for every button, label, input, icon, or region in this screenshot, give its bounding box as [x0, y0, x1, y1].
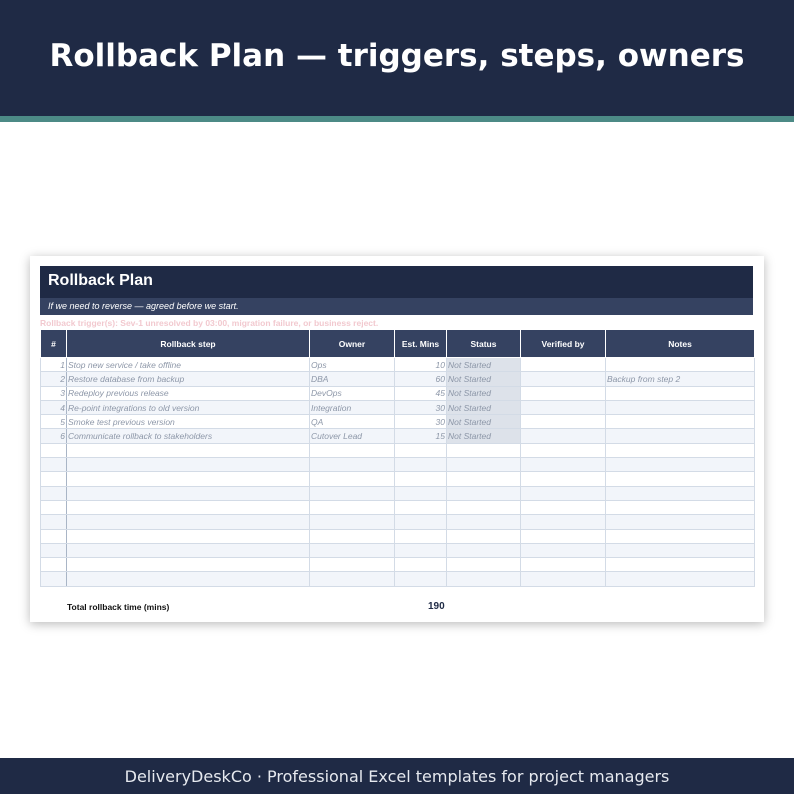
table-row [41, 529, 755, 543]
col-header-est-mins[interactable]: Est. Mins [395, 330, 447, 358]
cell-est-mins[interactable] [395, 500, 447, 514]
cell-number[interactable] [41, 458, 67, 472]
cell-owner[interactable] [310, 529, 395, 543]
cell-notes[interactable] [606, 429, 755, 443]
cell-est-mins[interactable] [395, 543, 447, 557]
table-row [41, 472, 755, 486]
cell-step[interactable]: Communicate rollback to stakeholders [67, 429, 310, 443]
cell-step[interactable]: Redeploy previous release [67, 386, 310, 400]
cell-verified-by[interactable] [521, 472, 606, 486]
top-banner [0, 0, 794, 116]
cell-owner[interactable] [310, 486, 395, 500]
cell-verified-by[interactable] [521, 358, 606, 372]
cell-verified-by[interactable] [521, 500, 606, 514]
cell-status[interactable] [447, 558, 521, 572]
spreadsheet-preview [30, 256, 764, 622]
cell-notes[interactable] [606, 386, 755, 400]
table-row [41, 372, 755, 386]
cell-number[interactable] [41, 515, 67, 529]
cell-verified-by[interactable] [521, 558, 606, 572]
cell-notes[interactable] [606, 529, 755, 543]
table-row [41, 486, 755, 500]
table-header-row [41, 330, 755, 358]
cell-owner[interactable] [310, 443, 395, 457]
cell-est-mins[interactable] [395, 458, 447, 472]
cell-status[interactable]: Not Started [447, 429, 521, 443]
cell-est-mins[interactable] [395, 443, 447, 457]
table-row [41, 400, 755, 414]
table-body [41, 358, 755, 587]
cell-notes[interactable] [606, 458, 755, 472]
cell-number[interactable]: 3 [41, 386, 67, 400]
cell-notes[interactable] [606, 543, 755, 557]
table-row [41, 572, 755, 586]
cell-status[interactable] [447, 486, 521, 500]
cell-status[interactable]: Not Started [447, 372, 521, 386]
cell-verified-by[interactable] [521, 400, 606, 414]
cell-notes[interactable]: Backup from step 2 [606, 372, 755, 386]
rollback-trigger-note: Rollback trigger(s): Sev-1 unresolved by 03:00, migration failure, or business reject. [40, 318, 379, 328]
cell-verified-by[interactable] [521, 515, 606, 529]
cell-step[interactable]: Restore database from backup [67, 372, 310, 386]
cell-step[interactable] [67, 558, 310, 572]
cell-status[interactable] [447, 500, 521, 514]
cell-verified-by[interactable] [521, 458, 606, 472]
cell-est-mins[interactable] [395, 515, 447, 529]
cell-verified-by[interactable] [521, 386, 606, 400]
cell-notes[interactable] [606, 558, 755, 572]
table-row [41, 429, 755, 443]
col-header-number[interactable]: # [41, 330, 67, 358]
cell-est-mins[interactable] [395, 472, 447, 486]
cell-status[interactable] [447, 572, 521, 586]
cell-number[interactable] [41, 500, 67, 514]
cell-owner[interactable] [310, 543, 395, 557]
cell-number[interactable]: 5 [41, 415, 67, 429]
cell-status[interactable] [447, 529, 521, 543]
cell-owner[interactable] [310, 472, 395, 486]
cell-status[interactable] [447, 515, 521, 529]
accent-stripe [0, 116, 794, 122]
table-row [41, 515, 755, 529]
cell-step[interactable] [67, 443, 310, 457]
cell-owner[interactable]: Cutover Lead [310, 429, 395, 443]
cell-number[interactable] [41, 443, 67, 457]
col-header-step[interactable]: Rollback step [67, 330, 310, 358]
cell-owner[interactable]: Ops [310, 358, 395, 372]
cell-est-mins[interactable]: 10 [395, 358, 447, 372]
cell-notes[interactable] [606, 443, 755, 457]
cell-owner[interactable]: QA [310, 415, 395, 429]
cell-est-mins[interactable]: 30 [395, 400, 447, 414]
cell-number[interactable]: 2 [41, 372, 67, 386]
rollback-table [40, 329, 755, 587]
cell-step[interactable] [67, 515, 310, 529]
cell-est-mins[interactable]: 30 [395, 415, 447, 429]
cell-status[interactable]: Not Started [447, 386, 521, 400]
cell-notes[interactable] [606, 486, 755, 500]
cell-number[interactable] [41, 486, 67, 500]
cell-step[interactable] [67, 543, 310, 557]
table-row [41, 443, 755, 457]
cell-number[interactable]: 1 [41, 358, 67, 372]
cell-verified-by[interactable] [521, 572, 606, 586]
cell-owner[interactable] [310, 500, 395, 514]
cell-owner[interactable]: DevOps [310, 386, 395, 400]
total-value: 190 [428, 601, 445, 612]
banner-title: Rollback Plan — triggers, steps, owners [49, 38, 745, 74]
cell-owner[interactable] [310, 515, 395, 529]
cell-status[interactable]: Not Started [447, 415, 521, 429]
cell-notes[interactable] [606, 572, 755, 586]
cell-step[interactable] [67, 458, 310, 472]
table-row [41, 458, 755, 472]
cell-notes[interactable] [606, 358, 755, 372]
table-row [41, 386, 755, 400]
cell-step[interactable]: Stop new service / take offline [67, 358, 310, 372]
cell-verified-by[interactable] [521, 543, 606, 557]
cell-step[interactable] [67, 486, 310, 500]
cell-owner[interactable]: DBA [310, 372, 395, 386]
table-row [41, 415, 755, 429]
cell-status[interactable] [447, 543, 521, 557]
cell-notes[interactable] [606, 500, 755, 514]
col-header-verified-by[interactable]: Verified by [521, 330, 606, 358]
cell-owner[interactable] [310, 572, 395, 586]
cell-notes[interactable] [606, 415, 755, 429]
cell-est-mins[interactable]: 45 [395, 386, 447, 400]
cell-number[interactable] [41, 472, 67, 486]
footer-bar: DeliveryDeskCo · Professional Excel templates for project managers [0, 758, 794, 794]
cell-step[interactable] [67, 472, 310, 486]
cell-step[interactable]: Smoke test previous version [67, 415, 310, 429]
cell-status[interactable] [447, 443, 521, 457]
total-label: Total rollback time (mins) [67, 602, 170, 612]
cell-verified-by[interactable] [521, 486, 606, 500]
cell-est-mins[interactable] [395, 529, 447, 543]
cell-verified-by[interactable] [521, 429, 606, 443]
cell-step[interactable]: Re-point integrations to old version [67, 400, 310, 414]
cell-notes[interactable] [606, 472, 755, 486]
cell-est-mins[interactable]: 15 [395, 429, 447, 443]
col-header-owner[interactable]: Owner [310, 330, 395, 358]
cell-notes[interactable] [606, 400, 755, 414]
cell-status[interactable]: Not Started [447, 400, 521, 414]
cell-number[interactable] [41, 558, 67, 572]
cell-number[interactable] [41, 572, 67, 586]
cell-owner[interactable] [310, 558, 395, 572]
cell-status[interactable]: Not Started [447, 358, 521, 372]
sheet-subtitle: If we need to reverse — agreed before we start. [40, 298, 753, 315]
cell-number[interactable] [41, 543, 67, 557]
cell-verified-by[interactable] [521, 443, 606, 457]
cell-owner[interactable]: Integration [310, 400, 395, 414]
sheet-title: Rollback Plan [40, 266, 753, 298]
table-row [41, 358, 755, 372]
cell-step[interactable] [67, 529, 310, 543]
cell-est-mins[interactable]: 60 [395, 372, 447, 386]
table-row [41, 558, 755, 572]
cell-status[interactable] [447, 472, 521, 486]
table-row [41, 500, 755, 514]
cell-step[interactable] [67, 572, 310, 586]
table-row [41, 543, 755, 557]
cell-est-mins[interactable] [395, 486, 447, 500]
cell-verified-by[interactable] [521, 415, 606, 429]
cell-owner[interactable] [310, 458, 395, 472]
col-header-status[interactable]: Status [447, 330, 521, 358]
cell-number[interactable]: 6 [41, 429, 67, 443]
col-header-notes[interactable]: Notes [606, 330, 755, 358]
cell-step[interactable] [67, 500, 310, 514]
cell-status[interactable] [447, 458, 521, 472]
cell-verified-by[interactable] [521, 529, 606, 543]
cell-est-mins[interactable] [395, 558, 447, 572]
cell-notes[interactable] [606, 515, 755, 529]
cell-number[interactable] [41, 529, 67, 543]
cell-verified-by[interactable] [521, 372, 606, 386]
cell-number[interactable]: 4 [41, 400, 67, 414]
cell-est-mins[interactable] [395, 572, 447, 586]
